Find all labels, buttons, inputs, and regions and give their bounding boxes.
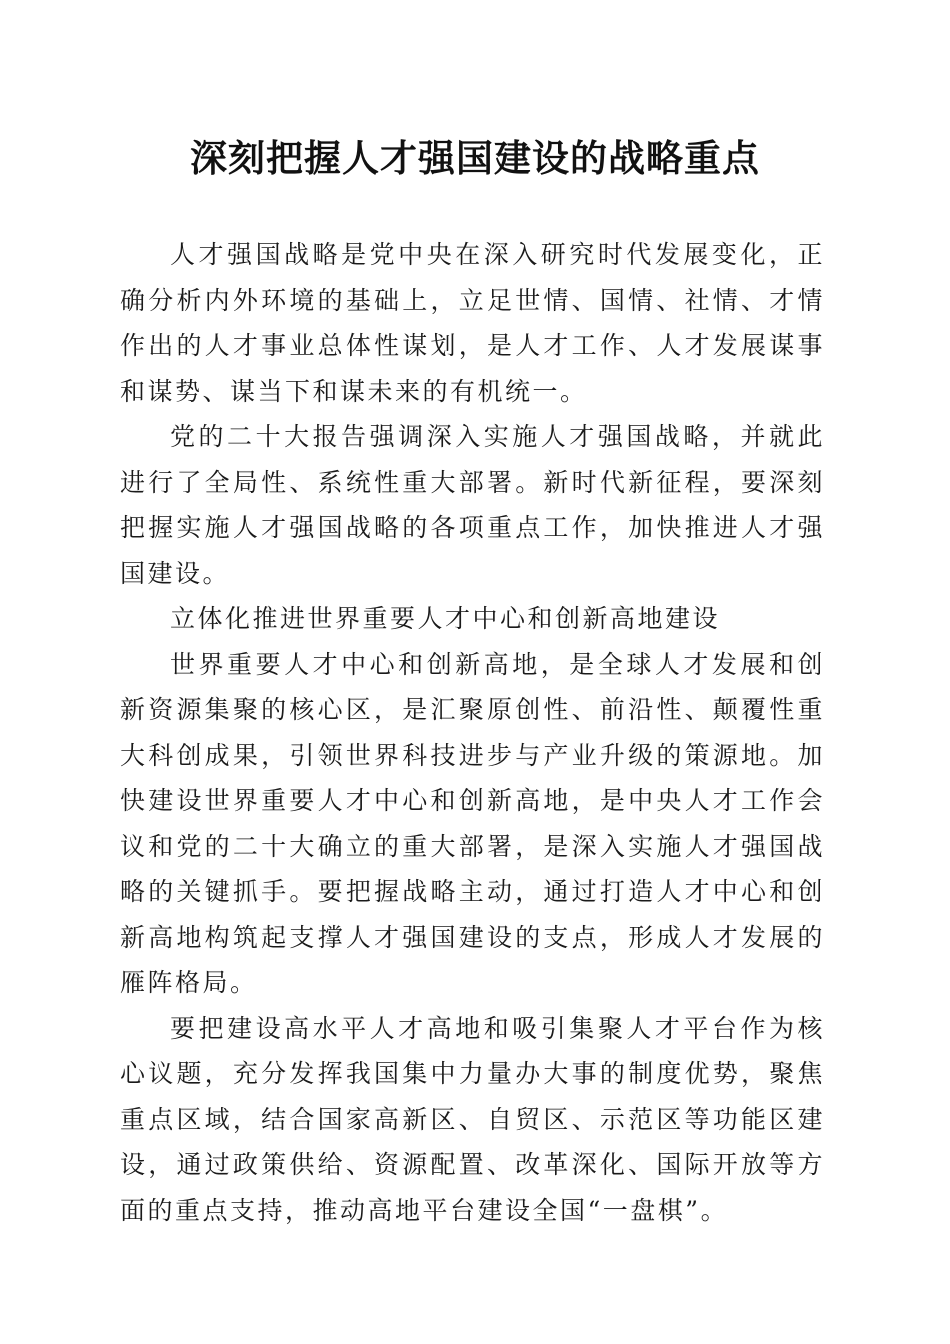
paragraph-report: 党的二十大报告强调深入实施人才强国战略，并就此进行了全局性、系统性重大部署。新时代新征程，要深刻把握实施人才强国战略的各项重点工作，加快推进人才强国建设。	[120, 422, 825, 588]
paragraph-talent-center: 世界重要人才中心和创新高地，是全球人才发展和创新资源集聚的核心区，是汇聚原创性、前沿性、颠覆性重大科创成果，引领世界科技进步与产业升级的策源地。加快建设世界重要人才中心和创新高地，是中央人才工作会议和党的二十大确立的重大部署，是深入实施人才强国战略的关键抓手。要把握战略主动，通过打造人才中心和创新高地构筑起支撑人才强国建设的支点，形成人才发展的雁阵格局。	[120, 649, 825, 997]
paragraph-intro: 人才强国战略是党中央在深入研究时代发展变化，正确分析内外环境的基础上，立足世情、国情、社情、才情作出的人才事业总体性谋划，是人才工作、人才发展谋事和谋势、谋当下和谋未来的有机统一。	[120, 240, 825, 406]
paragraph-platform: 要把建设高水平人才高地和吸引集聚人才平台作为核心议题，充分发挥我国集中力量办大事的制度优势，聚焦重点区域，结合国家高新区、自贸区、示范区等功能区建设，通过政策供给、资源配置、改革深化、国际开放等方面的重点支持，推动高地平台建设全国“一盘棋”。	[120, 1013, 825, 1225]
section-heading: 立体化推进世界重要人才中心和创新高地建设	[170, 604, 721, 633]
document-title: 深刻把握人才强国建设的战略重点	[190, 136, 760, 180]
document-body	[120, 232, 825, 1233]
